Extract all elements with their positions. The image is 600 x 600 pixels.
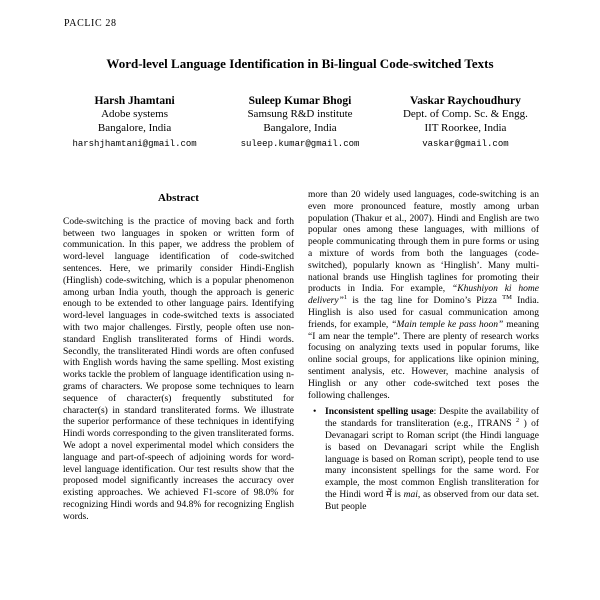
right-column [308,190,539,524]
footnote-marker-1: 1 [343,294,348,302]
abstract-heading: Abstract [158,192,199,204]
paragraph-text: India. Hinglish is also used for casual communication among friends, for example, [308,296,539,330]
bullet-text: : Despite the availability of the standards for transliteration (e.g., ITRANS [325,407,539,430]
author-email: vaskar@gmail.com [422,139,509,149]
bullet-text: ) of Devanagari script to Roman script (the Hindi language is based on Devanagari script while the English language is based on Roman script), people tend to use many inconsistent spellings for the same word. For example, the most common English transliteration for the Hindi word में is [325,419,540,500]
two-column-body [63,190,539,524]
left-column [63,190,294,524]
author-affiliation: Samsung R&D institute [247,108,353,120]
trademark-marker: TM [502,294,512,302]
author-block [52,94,548,149]
italic-quote: “Main temple ke pass hoon” [391,319,504,330]
footnote-marker-2: 2 [515,416,520,424]
author-name: Suleep Kumar Bhogi [248,95,352,107]
bullet-text: , as observed from our data set. But people [325,489,539,512]
italic-quote: “Khushiyon ki home delivery” [308,284,539,307]
paragraph-text: meaning “I am near the temple”. There are plenty of research works focusing on analyzing texts used in popular forums, like online social groups, for applications like opinion mining, sentiment analysis, etc. However, machine analysis of Hinglish or any other code-switched text poses the following challenges. [308,319,539,401]
author-affiliation: Adobe systems [101,108,169,120]
author-email: harshjhamtani@gmail.com [72,139,197,149]
intro-paragraph [308,190,539,402]
author-2 [217,94,382,149]
author-name: Vaskar Raychoudhury [409,95,521,107]
running-head: PACLIC 28 [64,18,117,29]
bullet-item-inconsistent-spelling [308,407,539,513]
author-location: Bangalore, India [263,121,337,134]
bullet-term: Inconsistent spelling usage [325,407,434,418]
paragraph-text: is the tag line for Domino’s Pizza [347,296,503,307]
author-1 [52,94,217,149]
abstract-text: Code-switching is the practice of moving back and forth between two languages in spoken or written form of communication. In this paper, we address the problem of word-level language identification of code-switched sentences. Here, we primarily consider Hindi-English (Hinglish) code-switching, which is a popular phenomenon among urban India youth, though the approach is generic enough to be extended to other language pairs. Identifying word-level languages in code-switched texts is associated with two major challenges. Firstly, people often use non-standard English transliterated forms of Hindi words. Secondly, the transliterated Hindi words are often confused with English words having the same spelling. Most existing works tackle the problem of language identification using n-grams of characters. We propose some techniques to learn sequence of character(s) frequently substituted for character(s) in standard transliterated forms. We illustrate the superior performance of these techniques in identifying Hindi words corresponding to the given transliterated forms. We adopt a novel experimental model which considers the language and part-of-speech of adjoining words for word-level language identification. Our test results show that the proposed model significantly increases the accuracy over existing approaches. We achieved F1-score of 98.0% for recognizing Hindi words and 94.8% for recognizing English words. [63,216,294,522]
author-location: IIT Roorkee, India [424,121,507,134]
paper-title: Word-level Language Identification in Bi-lingual Code-switched Texts [106,56,494,71]
paragraph-text: more than 20 widely used languages, code-switching is an even more pronounced feature, mostly among urban population (Thakur et al., 2007). Hindi and English are two popular ones among these languages, with millions of people communicating through them in pure forms or using a mixture of words from both the languages (code-switched), popularly known as ‘Hinglish’. Many multi-national brands use Hinglish taglines for promoting their products in India. For example, [308,190,539,295]
italic-word: mai [403,489,418,500]
author-name: Harsh Jhamtani [94,95,175,107]
author-location: Bangalore, India [97,121,172,134]
bullet-marker: • [313,407,317,418]
author-email: suleep.kumar@gmail.com [240,139,360,149]
author-3 [383,94,548,149]
author-affiliation: Dept. of Comp. Sc. & Engg. [402,108,528,120]
